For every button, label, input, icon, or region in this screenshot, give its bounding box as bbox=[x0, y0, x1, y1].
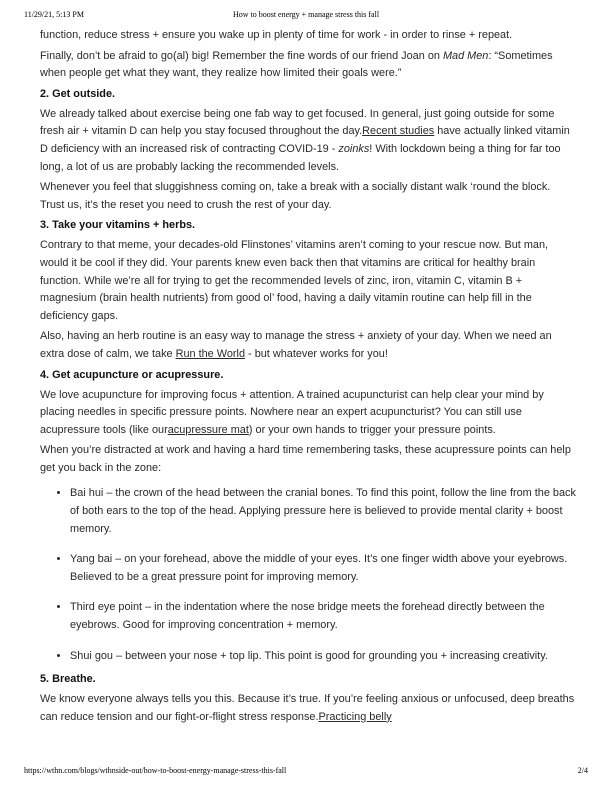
recent-studies-link[interactable]: Recent studies bbox=[362, 125, 435, 138]
paragraph-vitamins-2 bbox=[40, 328, 576, 363]
section-heading-breathe: 5. Breathe. bbox=[40, 673, 96, 686]
text-segment: - but whatever works for you! bbox=[245, 347, 388, 360]
page-number: 2/4 bbox=[577, 766, 588, 775]
text-segment: We know everyone always tells you this. Because it’s true. If you’re feeling anxious or unfocused, deep breaths can reduce tension and our fight-or-flight stress response. bbox=[40, 693, 575, 723]
print-header bbox=[24, 10, 588, 24]
pressure-points-list bbox=[40, 485, 576, 665]
paragraph-acupuncture-1 bbox=[40, 387, 576, 440]
print-footer bbox=[24, 766, 588, 778]
run-the-world-link[interactable]: Run the World bbox=[175, 347, 246, 360]
text-segment: ) or your own hands to trigger your pressure points. bbox=[248, 423, 496, 436]
practicing-belly-link[interactable]: Practicing belly bbox=[318, 710, 392, 723]
section-heading-get-outside: 2. Get outside. bbox=[40, 87, 116, 100]
list-item: • Yang bai – on your forehead, above the middle of your eyes. It’s one finger width above your eyebrows. Believed to be a great pressure point for improving memory. bbox=[70, 551, 576, 586]
section-heading-acupuncture: 4. Get acupuncture or acupressure. bbox=[40, 368, 224, 381]
text-segment: Also, having an herb routine is an easy way to manage the stress + anxiety of your day. When we need an extra dose of calm, we take bbox=[40, 330, 552, 360]
paragraph-acupuncture-2: When you’re distracted at work and having a hard time remembering tasks, these acupressure points can help get you back in the zone: bbox=[40, 444, 571, 474]
text-segment: ! With lockdown being a thing for far too long, a lot of us are probably lacking the recommended levels. bbox=[40, 142, 561, 173]
show-title: Mad Men bbox=[442, 49, 489, 62]
list-item: • Shui gou – between your nose + top lip. This point is good for grounding you + increasing creativity. bbox=[70, 648, 576, 666]
paragraph-breathe-1 bbox=[40, 691, 576, 726]
emphasis-zoinks: zoinks bbox=[338, 142, 370, 155]
paragraph-get-outside-1 bbox=[40, 106, 576, 176]
print-url: https://wthn.com/blogs/wthnside-out/how-to-boost-energy-manage-stress-this-fall bbox=[24, 766, 287, 775]
text-segment: We love acupuncture for improving focus + attention. A trained acupuncturist can help clear your mind by placing needles in specific pressure points. Nowhere near an expert acupuncturist? You can still use acupressure tools (like our bbox=[40, 388, 544, 436]
text-segment: Finally, don’t be afraid to go(al) big! Remember the fine words of our friend Joan on bbox=[40, 49, 443, 62]
acupressure-mat-link[interactable]: acupressure mat bbox=[167, 423, 249, 436]
text-segment: We already talked about exercise being one fab way to get focused. In general, just going outside for some fresh air + vitamin D can help you stay focused throughout the day. bbox=[40, 107, 555, 138]
paragraph-get-outside-2: Whenever you feel that sluggishness coming on, take a break with a socially distant walk ‘round the block. Trust us, it’s the reset you need to crush the rest of your day. bbox=[40, 181, 551, 211]
print-datetime: 11/29/21, 5:13 PM bbox=[24, 10, 84, 19]
list-item: • Bai hui – the crown of the head between the cranial bones. To find this point, follow the line from the back of both ears to the top of the head. Applying pressure here is believed to provide mental clarity + boost memory. bbox=[70, 485, 576, 538]
section-heading-vitamins: 3. Take your vitamins + herbs. bbox=[40, 219, 196, 232]
print-page-title: How to boost energy + manage stress this fall bbox=[232, 10, 380, 19]
paragraph-vitamins-1: Contrary to that meme, your decades-old Flinstones’ vitamins aren’t coming to your rescue now. But man, would it be cool if they did. Your parents knew even back then that vitamins are critical for healthy brain function. While we’re all for trying to get the recommended levels of zinc, iron, vitamin C, vitamin B + magnesium (brain health nutrients) from good ol’ food, having a daily vitamin routine can help fill in the deficiency gaps. bbox=[40, 239, 549, 322]
list-item: • Third eye point – in the indentation where the nose bridge meets the forehead directly between the eyebrows. Good for improving concentration + memory. bbox=[70, 599, 576, 634]
paragraph-finally bbox=[40, 48, 576, 83]
article-body bbox=[40, 27, 576, 729]
paragraph-intro-continued: function, reduce stress + ensure you wake up in plenty of time for work - in order to rinse + repeat. bbox=[40, 29, 513, 41]
text-segment: have actually linked vitamin D deficiency with an increased risk of contracting COVID-19 - bbox=[40, 125, 570, 155]
text-segment: : “Sometimes when people get what they want, they realize how limited their goals were.” bbox=[40, 49, 553, 80]
